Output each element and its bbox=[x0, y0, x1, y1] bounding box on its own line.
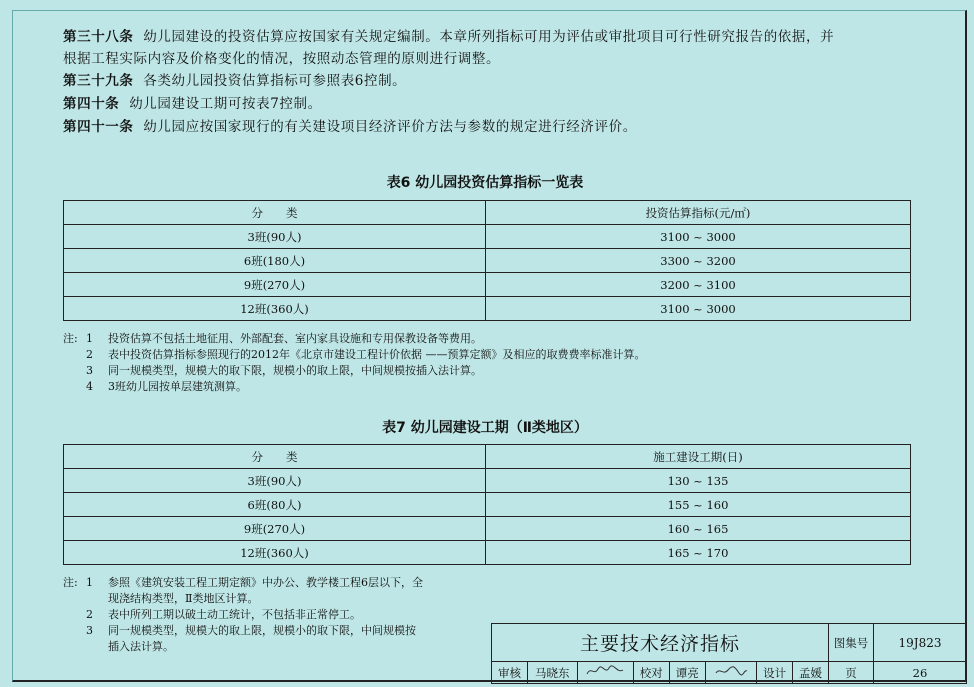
note-item: 2 表中投资估算指标参照现行的2012年《北京市建设工程计价依据 ——预算定额》及相应的取费费率标准计算。 bbox=[86, 348, 646, 361]
table7 bbox=[63, 444, 911, 565]
note-item: 注: 1 投资估算不包括土地征用、外部配套、室内家具设施和专用保教设备等费用。 bbox=[63, 332, 482, 345]
table-header-cell: 分 类 bbox=[64, 445, 486, 469]
checker-name: 谭亮 bbox=[669, 662, 705, 684]
table-row bbox=[64, 493, 911, 517]
article-38-cont: 根据工程实际内容及价格变化的情况，按照动态管理的原则进行调整。 bbox=[63, 51, 501, 67]
signature-mark bbox=[713, 664, 749, 678]
table6-notes bbox=[63, 331, 923, 395]
article-38: 第三十八条 幼儿园建设的投资估算应按国家有关规定编制。本章所列指标可用为评估或审批项目可行性研究报告的依据，并 bbox=[63, 29, 835, 45]
table-header-cell: 分 类 bbox=[64, 201, 486, 225]
table-header-cell: 施工建设工期(日) bbox=[486, 445, 911, 469]
table-cell: 9班(270人) bbox=[64, 273, 486, 297]
table-row bbox=[64, 517, 911, 541]
note-item: 2 表中所列工期以破土动工统计，不包括非正常停工。 bbox=[86, 608, 361, 621]
table-cell: 6班(80人) bbox=[64, 493, 486, 517]
designer-name: 孟媛 bbox=[793, 662, 829, 684]
table6-title: 表6 幼儿园投资估算指标一览表 bbox=[386, 175, 584, 191]
review-label: 审核 bbox=[492, 662, 528, 684]
atlas-label: 图集号 bbox=[829, 624, 874, 662]
table6 bbox=[63, 200, 911, 321]
note-item: 插入法计算。 bbox=[108, 640, 174, 653]
checker-signature bbox=[705, 662, 756, 684]
note-item: 现浇结构类型，Ⅱ类地区计算。 bbox=[108, 592, 259, 605]
note-item: 4 3班幼儿园按单层建筑测算。 bbox=[86, 380, 247, 393]
table-cell: 130 ~ 135 bbox=[486, 469, 911, 493]
table-row bbox=[64, 273, 911, 297]
table-cell: 6班(180人) bbox=[64, 249, 486, 273]
table-row bbox=[64, 249, 911, 273]
note-item: 3 同一规模类型，规模大的取上限，规模小的取下限，中间规模按 bbox=[86, 624, 416, 637]
table7-title: 表7 幼儿园建设工期（Ⅱ类地区） bbox=[382, 420, 588, 436]
table-cell: 3班(90人) bbox=[64, 225, 486, 249]
reviewer-name: 马晓东 bbox=[527, 662, 577, 684]
table-cell: 155 ~ 160 bbox=[486, 493, 911, 517]
table-header-row bbox=[64, 445, 911, 469]
article-39: 第三十九条 各类幼儿园投资估算指标可参照表6控制。 bbox=[63, 73, 407, 89]
atlas-number: 19J823 bbox=[874, 624, 967, 662]
table-cell: 12班(360人) bbox=[64, 541, 486, 565]
drawing-title: 主要技术经济指标 bbox=[492, 624, 829, 662]
table-cell: 160 ~ 165 bbox=[486, 517, 911, 541]
table-header-cell: 投资估算指标(元/㎡) bbox=[486, 201, 911, 225]
table-row bbox=[64, 297, 911, 321]
check-label: 校对 bbox=[633, 662, 669, 684]
reviewer-signature bbox=[577, 662, 633, 684]
article-41: 第四十一条 幼儿园应按国家现行的有关建设项目经济评价方法与参数的规定进行经济评价。 bbox=[63, 119, 637, 135]
table-row bbox=[64, 541, 911, 565]
table-cell: 3300 ~ 3200 bbox=[486, 249, 911, 273]
table-cell: 9班(270人) bbox=[64, 517, 486, 541]
table-cell: 3100 ~ 3000 bbox=[486, 297, 911, 321]
table-header-row bbox=[64, 201, 911, 225]
table-cell: 165 ~ 170 bbox=[486, 541, 911, 565]
design-label: 设计 bbox=[757, 662, 793, 684]
note-item: 注: 1 参照《建筑安装工程工期定额》中办公、教学楼工程6层以下，全 bbox=[63, 576, 423, 589]
table7-notes bbox=[63, 575, 483, 655]
table-cell: 3班(90人) bbox=[64, 469, 486, 493]
title-block bbox=[491, 623, 967, 684]
note-item: 3 同一规模类型，规模大的取下限，规模小的取上限，中间规模按插入法计算。 bbox=[86, 364, 482, 377]
page-number: 26 bbox=[874, 662, 967, 684]
table-cell: 3200 ~ 3100 bbox=[486, 273, 911, 297]
table-cell: 12班(360人) bbox=[64, 297, 486, 321]
signature-mark bbox=[585, 664, 625, 678]
article-40: 第四十条 幼儿园建设工期可按表7控制。 bbox=[63, 96, 322, 112]
table-row bbox=[64, 469, 911, 493]
page-label: 页 bbox=[829, 662, 874, 684]
table-row bbox=[64, 225, 911, 249]
table-cell: 3100 ~ 3000 bbox=[486, 225, 911, 249]
